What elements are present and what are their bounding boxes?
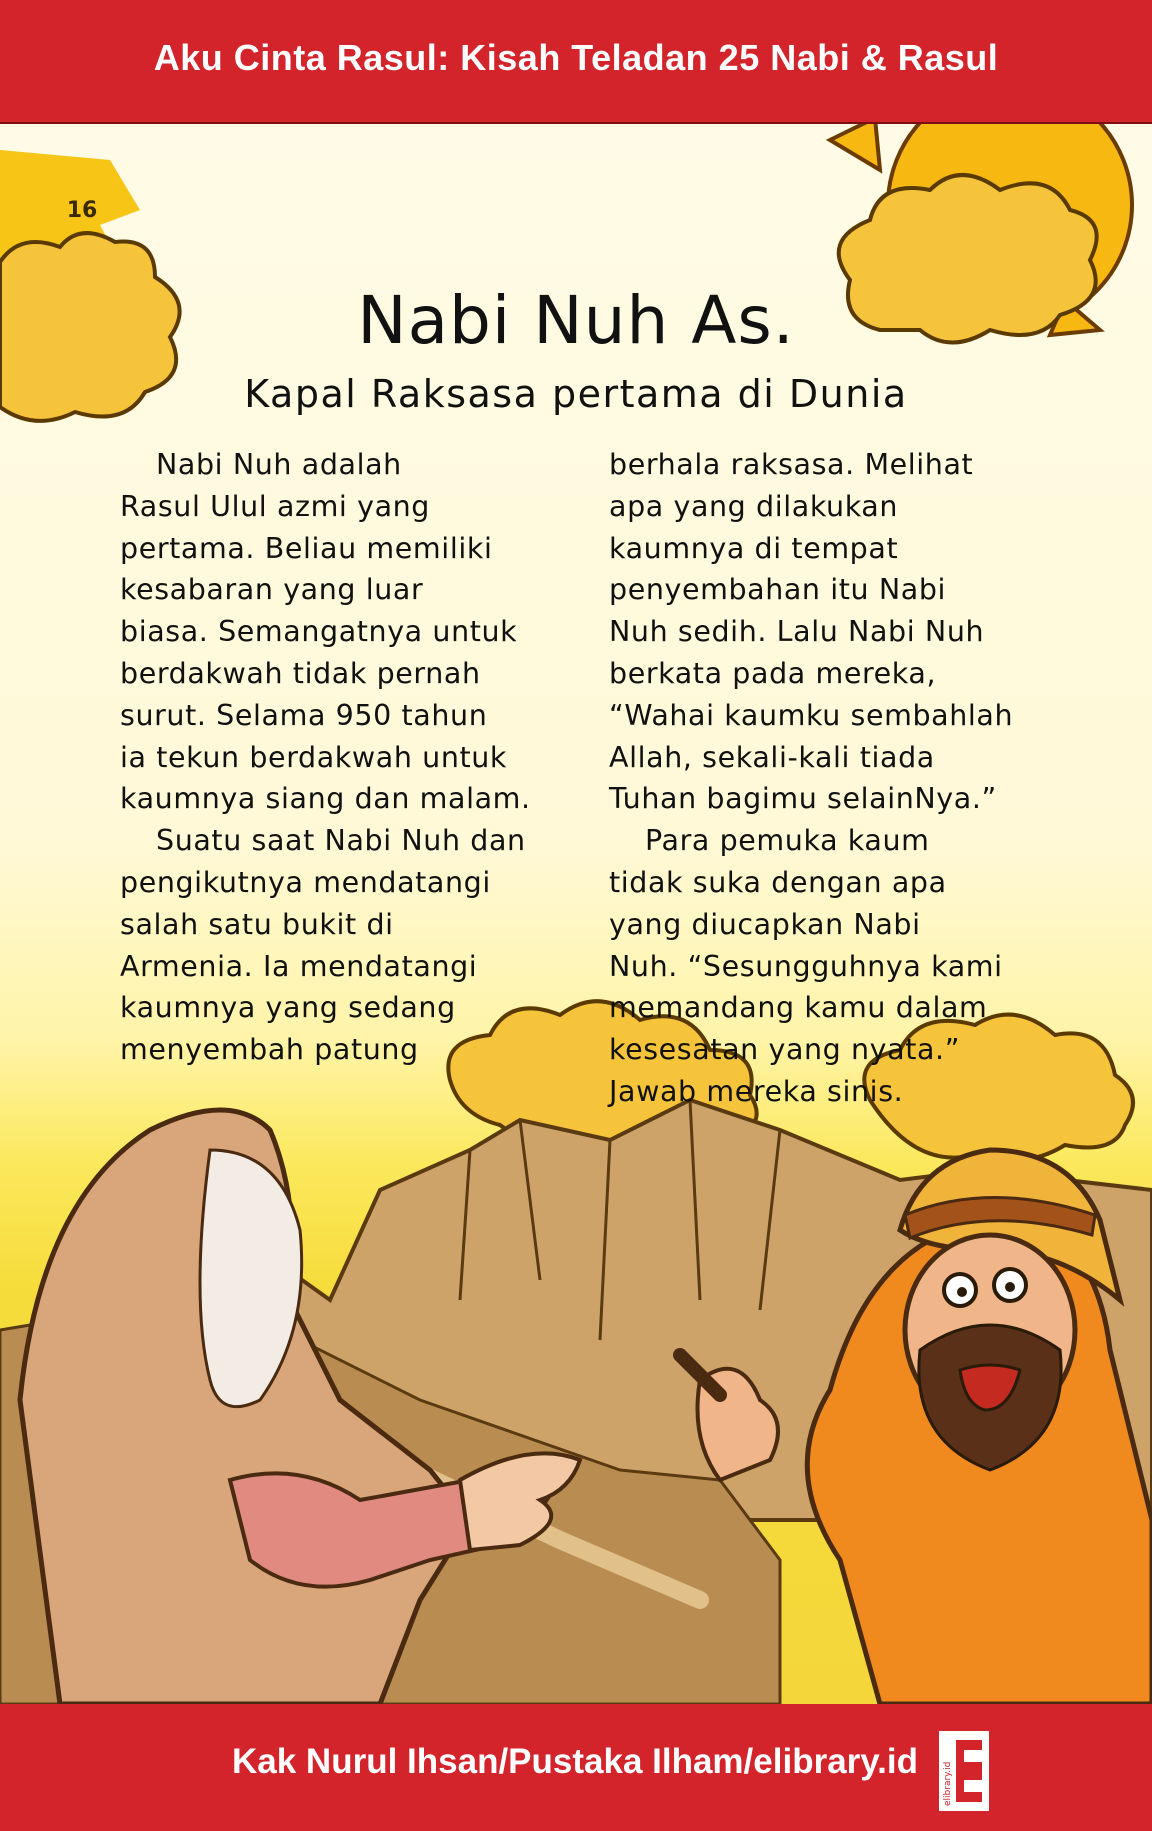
elibrary-e-logo-icon (934, 1728, 994, 1814)
text-line: Suatu saat Nabi Nuh dan (156, 824, 526, 858)
text-line: biasa. Semangatnya untuk (120, 615, 518, 649)
text-line: “Wahai kaumku sembahlah (609, 698, 1014, 732)
text-line: memandang kamu dalam (609, 991, 988, 1025)
text-line: Rasul Ulul azmi yang (120, 489, 430, 523)
book-title: Aku Cinta Rasul: Kisah Teladan 25 Nabi & Rasul (153, 37, 999, 78)
story-text-left-column (120, 444, 580, 1071)
page-number: 16 (66, 198, 98, 223)
text-line: Para pemuka kaum (645, 824, 930, 858)
text-line: kaumnya siang dan malam. (120, 782, 531, 816)
logo-text: elibrary.id (943, 1761, 953, 1806)
text-line: Nuh sedih. Lalu Nabi Nuh (609, 615, 985, 649)
text-line: berhala raksasa. Melihat (609, 448, 974, 481)
text-line: apa yang dilakukan (609, 489, 899, 523)
text-line: salah satu bukit di (120, 907, 394, 941)
text-line: Armenia. Ia mendatangi (120, 949, 478, 983)
story-text-right-column (609, 444, 1039, 1113)
text-line: kaumnya yang sedang (120, 991, 456, 1025)
text-line: kesabaran yang luar (120, 573, 424, 607)
text-line: pengikutnya mendatangi (120, 865, 491, 899)
text-line: penyembahan itu Nabi (609, 573, 947, 607)
text-line: Allah, sekali-kali tiada (609, 740, 935, 774)
text-line: Tuhan bagimu selainNya.” (609, 782, 997, 816)
text-line: Jawab mereka sinis. (609, 1074, 904, 1108)
text-line: surut. Selama 950 tahun (120, 698, 488, 732)
text-line: menyembah patung (120, 1033, 419, 1067)
text-line: kaumnya di tempat (609, 531, 899, 565)
text-line: kesesatan yang nyata.” (609, 1033, 961, 1067)
text-line: tidak suka dengan apa (609, 865, 947, 899)
story-subtitle: Kapal Raksasa pertama di Dunia (244, 372, 908, 416)
text-line: berdakwah tidak pernah (120, 656, 481, 690)
text-line: pertama. Beliau memiliki (120, 531, 493, 565)
text-line: Nuh. “Sesungguhnya kami (609, 949, 1003, 983)
text-line: yang diucapkan Nabi (609, 907, 921, 941)
story-title: Nabi Nuh As. (357, 282, 795, 359)
text-line: berkata pada mereka, (609, 656, 937, 690)
footer-credit: Kak Nurul Ihsan/Pustaka Ilham/elibrary.id (232, 1742, 918, 1781)
book-header-bar (0, 0, 1152, 124)
text-line: ia tekun berdakwah untuk (120, 740, 508, 774)
text-line: Nabi Nuh adalah (156, 448, 402, 481)
